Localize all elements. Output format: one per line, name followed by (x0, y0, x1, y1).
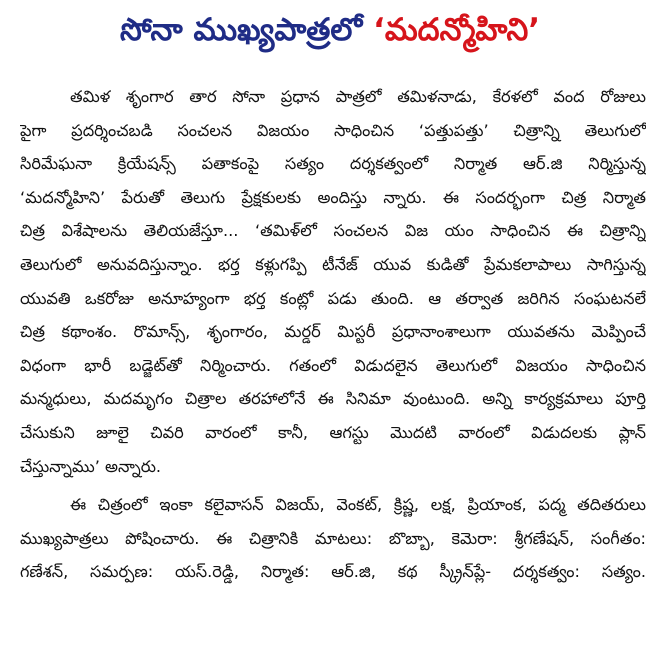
article-body (20, 80, 646, 589)
article-line: తమిళ శృంగార తార సోనా ప్రధాన పాత్రలో తమిళనాడు, కేరళలో వంద రోజులు (70, 87, 646, 106)
article-line: ముఖ్యపాత్రలు పోషించారు. ఈ చిత్రానికి మాటలు: బొబ్బా, కెమెరా: శ్రీగణేషన్, సంగీతం: (20, 528, 646, 548)
article-line: విధంగా భారీ బడ్జెట్‌తో నిర్మించారు. గతంలో విడుదలైన తెలుగులో విజయం సాధించిన (20, 355, 646, 375)
article-line: మన్మధులు, మదమృగం చిత్రాల తరహాలోనే ఈ సినిమా వుంటుంది. అన్ని కార్యక్రమాలు పూర్తి (20, 389, 646, 409)
article-line: తెలుగులో అనువదిస్తున్నాం. భర్త కళ్లుగప్పి టీనేజ్ యువ కుడితో ప్రేమకలాపాలు సాగిస్తున్న (20, 254, 646, 274)
article-line: సిరిమేఘనా క్రియేషన్స్ పతాకంపై సత్యం దర్శకత్వంలో నిర్మాత ఆర్.జి నిర్మిస్తున్న (20, 154, 646, 174)
article-line: ఈ చిత్రంలో ఇంకా కలైవాసన్ విజయ్, వెంకట్, క్రిష్ణ, లక్ష, ప్రియాంక, పద్మ తదితరులు (70, 495, 646, 515)
article-line: చిత్ర విశేషాలను తెలియజేస్తూ... ‘తమిళ్‌లో సంచలన విజ యం సాధించిన ఈ చిత్రాన్ని (20, 221, 646, 241)
article-line: చేసుకుని జూలై చివరి వారంలో కానీ, ఆగస్టు మొదటి వారంలో విడుదలకు ప్లాన్ (20, 422, 646, 442)
article-line: గణేశన్, సమర్పణ: యస్.రెడ్డి, నిర్మాత: ఆర్.జి, కథ స్క్రీన్‌ప్లే- దర్శకత్వం: సత్యం. (20, 562, 646, 582)
article-line: చిత్ర కథాంశం. రొమాన్స్, శృంగారం, మర్డర్ మిస్టరీ ప్రధానాంశాలుగా యువతను మెప్పించే (20, 322, 646, 342)
headline-red-title: ‘మదన్మోహిని’ (373, 12, 541, 48)
headline (0, 8, 660, 52)
article-line: పైగా ప్రదర్శించబడి సంచలన విజయం సాధించిన ‘పత్తుపత్తు’ చిత్రాన్ని తెలుగులో (20, 120, 646, 140)
article-line: యువతి ఒకరోజు అనూహ్యంగా భర్త కంట్లో పడు తుంది. ఆ తర్వాత జరిగిన సంఘటనలే (20, 288, 646, 308)
headline-blue-text: సోనా ముఖ్యపాత్రలో (119, 12, 374, 48)
article-line: ‘మదన్మోహిని’ పేరుతో తెలుగు ప్రేక్షకులకు అందిస్తు న్నారు. ఈ సందర్భంగా చిత్ర నిర్మాత (20, 187, 646, 207)
article-line: చేస్తున్నాము’ అన్నారు. (20, 456, 162, 476)
